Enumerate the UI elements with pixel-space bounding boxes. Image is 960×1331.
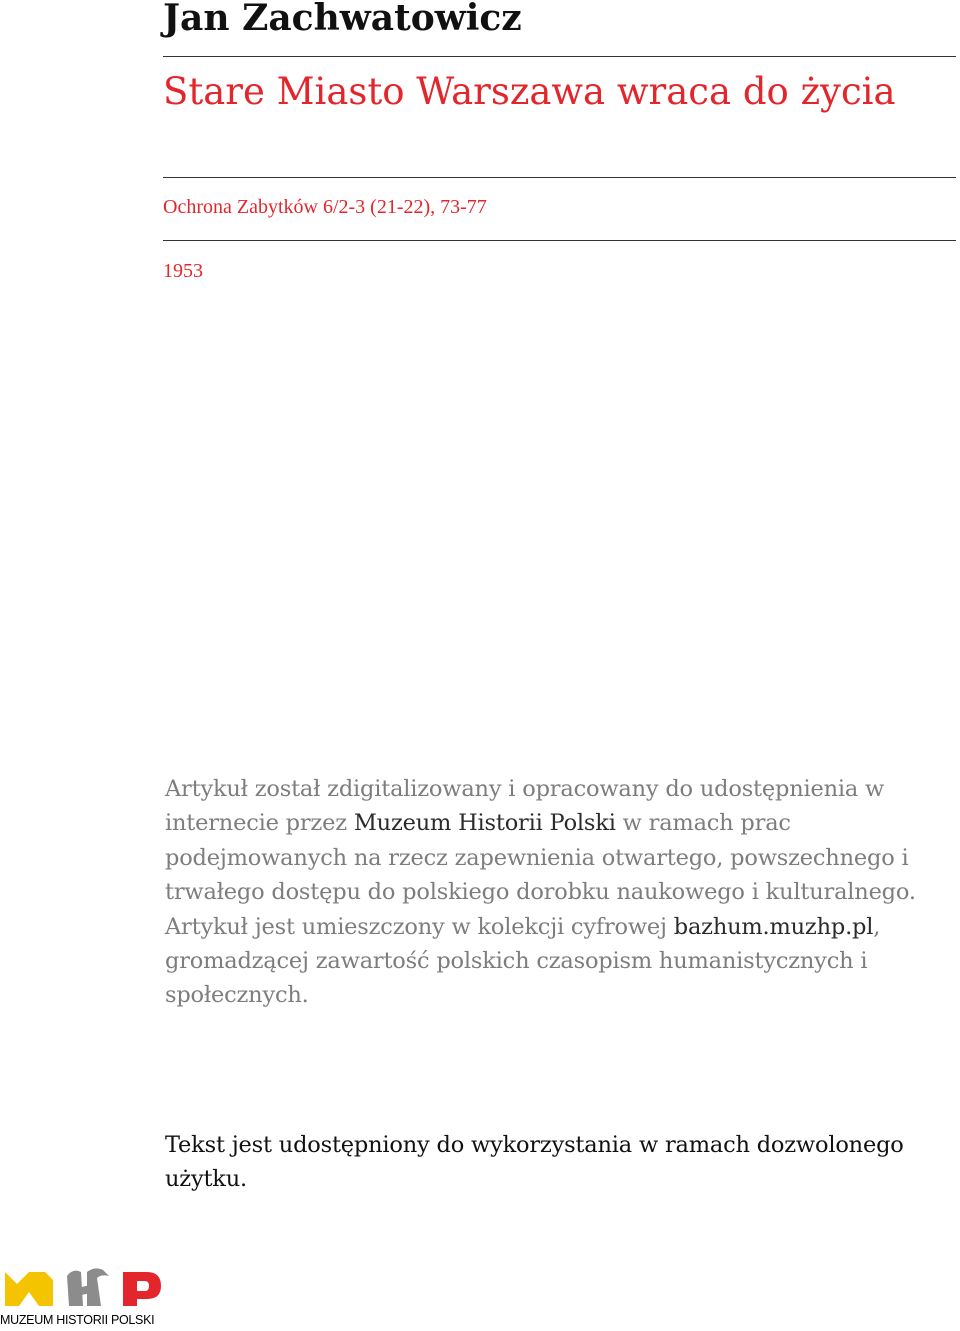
journal-source: Ochrona Zabytków 6/2-3 (21-22), 73-77 (163, 196, 487, 218)
divider-bottom (163, 240, 956, 241)
collection-site-link[interactable]: bazhum.muzhp.pl (673, 913, 874, 940)
notice-text-part1: Artykuł został zdigitalizowany i opracowany do udostępnienia w internecie przez (165, 776, 885, 837)
notice-text-part3: , gromadzącej zawartość polskich czasopism humanistycznych i społecznych. (165, 913, 881, 1009)
divider-middle (163, 177, 956, 178)
license-notice: Tekst jest udostępniony do wykorzystania w ramach dozwolonego użytku. (165, 1132, 904, 1193)
notice-text-part2: w ramach prac podejmowanych na rzecz zapewnienia otwartego, powszechnego i trwałego dostępu do polskiego dorobku naukowego i kulturalnego. Artykuł jest umieszczony w kolekcji cyfrowej (165, 810, 916, 940)
digitization-notice (165, 772, 955, 1013)
publication-year: 1953 (163, 260, 203, 282)
logo-p-shape (123, 1272, 161, 1306)
museum-name: Muzeum Historii Polski (353, 810, 616, 837)
logo-caption: MUZEUM HISTORII POLSKI (0, 1313, 155, 1327)
divider-top (163, 56, 956, 57)
article-title: Stare Miasto Warszawa wraca do życia (163, 70, 896, 113)
author-name: Jan Zachwatowicz (163, 0, 522, 39)
logo-h-shape (67, 1268, 109, 1306)
